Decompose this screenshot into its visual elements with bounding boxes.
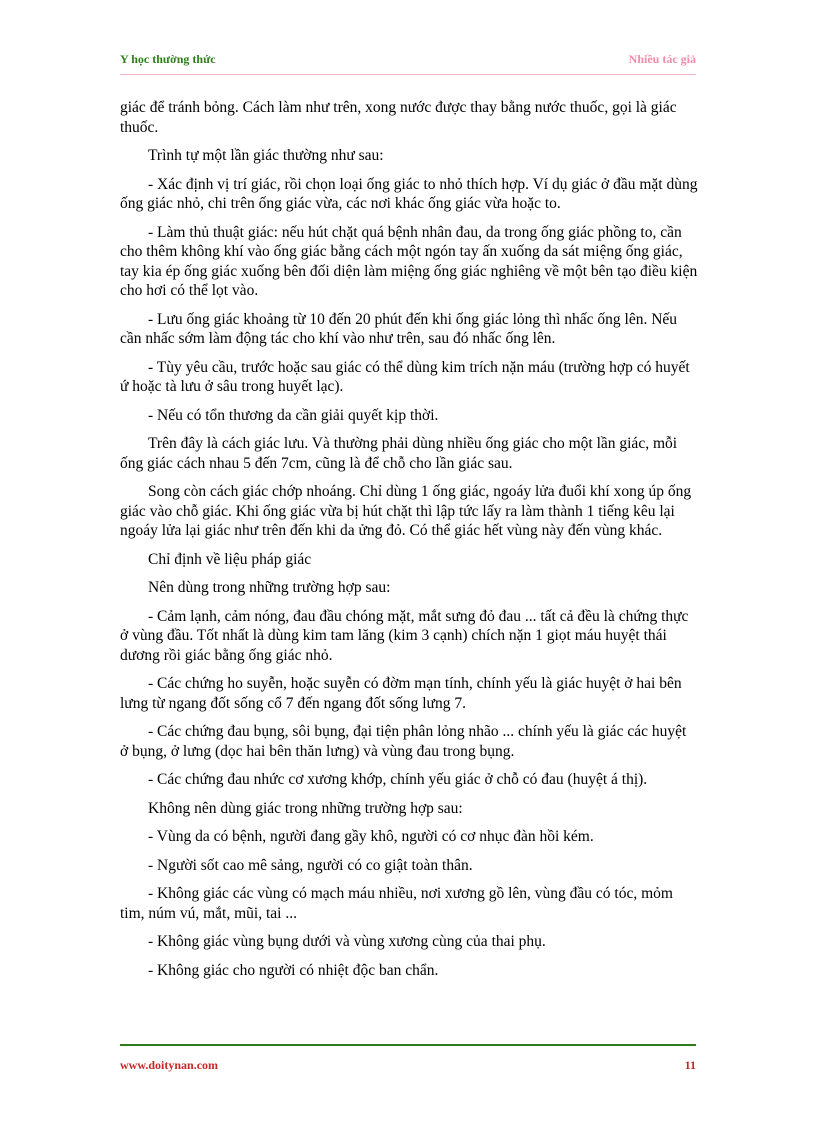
body-paragraph: - Các chứng ho suyễn, hoặc suyễn có đờm mạn tính, chính yếu là giác huyệt ở hai bên lưng từ ngang đốt sống cổ 7 đến ngang đốt sống lưng 7. [120, 675, 682, 712]
section-heading: Chỉ định về liệu pháp giác [148, 550, 312, 568]
body-paragraph: - Các chứng đau bụng, sôi bụng, đại tiện phân lỏng nhão ... chính yếu là giác các huyệt ở bụng, ở lưng (dọc hai bên thăn lưng) và vùng đau trong bụng. [120, 723, 687, 760]
body-paragraph: - Người sốt cao mê sảng, người có co giật toàn thân. [148, 856, 473, 874]
body-paragraph: Không nên dùng giác trong những trường hợp sau: [148, 799, 463, 817]
body-paragraph: - Làm thủ thuật giác: nếu hút chặt quá bệnh nhân đau, da trong ống giác phồng to, cần cho thêm không khí vào ống giác bằng cách một ngón tay ấn xuống da sát miệng ống giác, tay kia ép ống giác xuống bên đối diện làm miệng ống giác nghiêng về một bên tạo điều kiện cho hơi có thể lọt vào. [120, 223, 698, 299]
page-body [120, 98, 698, 989]
body-paragraph: - Xác định vị trí giác, rồi chọn loại ống giác to nhỏ thích hợp. Ví dụ giác ở đầu mặt dùng ống giác nhỏ, chi trên ống giác vừa, các nơi khác ống giác vừa hoặc to. [120, 175, 698, 212]
body-paragraph: Nên dùng trong những trường hợp sau: [148, 579, 391, 596]
header-author: Nhiều tác giả [628, 52, 696, 66]
header-book-title: Y học thường thức [120, 52, 216, 66]
body-paragraph: Trên đây là cách giác lưu. Và thường phải dùng nhiều ống giác cho một lần giác, mỗi ống giác cách nhau 5 đến 7cm, cũng là để chỗ cho lần giác sau. [120, 435, 678, 472]
body-paragraph: - Không giác vùng bụng dưới và vùng xương cùng của thai phụ. [148, 933, 546, 950]
footer-divider [120, 1044, 696, 1046]
header-divider [120, 74, 696, 75]
body-paragraph: - Lưu ống giác khoảng từ 10 đến 20 phút đến khi ống giác lỏng thì nhấc ống lên. Nếu cần nhấc sớm làm động tác cho khí vào như trên, sau đó nhấc ống lên. [120, 310, 678, 347]
body-paragraph: - Cảm lạnh, cảm nóng, đau đầu chóng mặt, mắt sưng đỏ đau ... tất cả đều là chứng thực ở vùng đầu. Tốt nhất là dùng kim tam lăng (kim 3 cạnh) chích nặn 1 giọt máu huyệt thái dương rồi giác bằng ống giác nhỏ. [120, 607, 689, 664]
body-paragraph: - Không giác các vùng có mạch máu nhiều, nơi xương gồ lên, vùng đầu có tóc, mỏm tim, núm vú, mắt, mũi, tai ... [120, 885, 673, 922]
page-number: 11 [684, 1058, 696, 1072]
body-paragraph: Song còn cách giác chớp nhoáng. Chỉ dùng 1 ống giác, ngoáy lửa đuổi khí xong úp ống giác vào chỗ giác. Khi ống giác vừa bị hút chặt thì lập tức lấy ra làm thành 1 tiếng kêu lại ngoáy lửa lại giác như trên đến khi da ửng đỏ. Có thể giác hết vùng này đến vùng khác. [120, 483, 692, 539]
body-paragraph: - Nếu có tổn thương da cần giải quyết kịp thời. [148, 406, 439, 424]
body-paragraph: - Vùng da có bệnh, người đang gầy khô, người có cơ nhục đàn hồi kém. [148, 828, 594, 845]
footer-website-link[interactable]: www.doitynan.com [120, 1058, 219, 1072]
body-paragraph: - Tùy yêu cầu, trước hoặc sau giác có thể dùng kim trích nặn máu (trường hợp có huyết ứ hoặc tà lưu ở sâu trong huyết lạc). [120, 358, 690, 395]
body-paragraph: - Không giác cho người có nhiệt độc ban chẩn. [148, 961, 439, 979]
body-paragraph: - Các chứng đau nhức cơ xương khớp, chính yếu giác ở chỗ có đau (huyệt á thị). [148, 771, 648, 788]
body-paragraph: Trình tự một lần giác thường như sau: [148, 147, 384, 164]
body-paragraph: giác để tránh bỏng. Cách làm như trên, xong nước được thay bằng nước thuốc, gọi là giác thuốc. [120, 99, 677, 136]
